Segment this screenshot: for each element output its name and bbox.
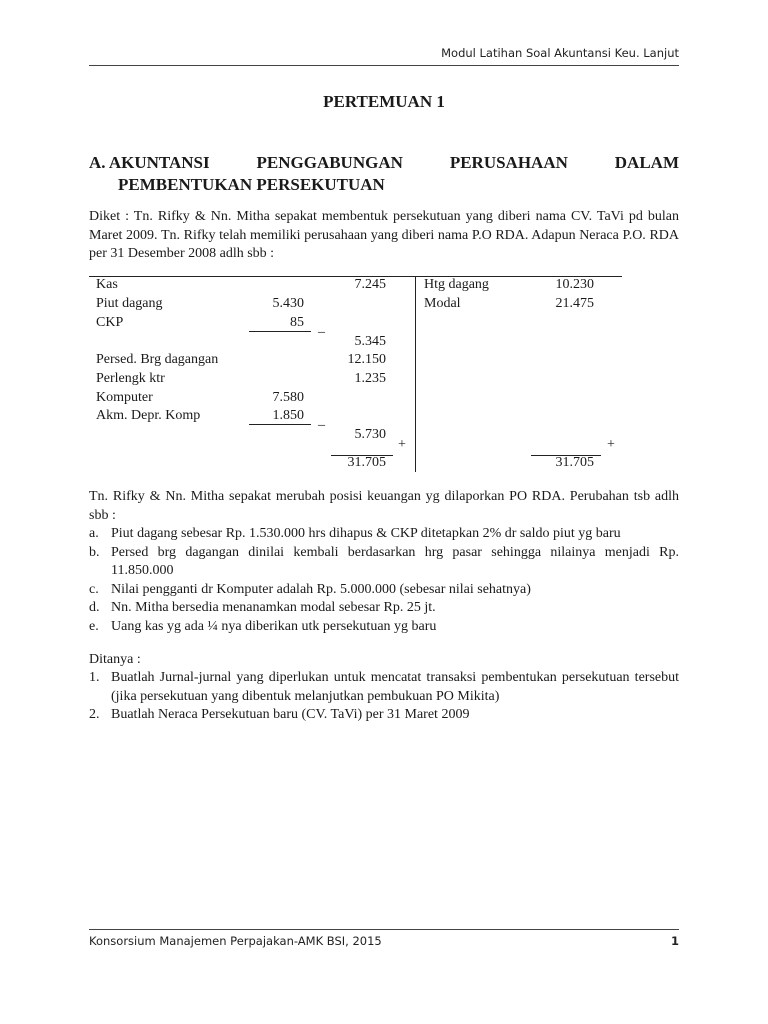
list-text: Nilai pengganti dr Komputer adalah Rp. 5.000.000 (sebesar nilai sehatnya) [111, 581, 531, 597]
header-rule [89, 65, 679, 66]
asset-subvalue: 5.430 [272, 296, 304, 311]
page-footer [89, 934, 679, 948]
list-marker: c. [89, 581, 99, 597]
asset-subvalue: 85 [290, 315, 304, 330]
list-text: Nn. Mitha bersedia menanamkan modal sebesar Rp. 25 jt. [111, 600, 436, 615]
asset-total: 5.345 [354, 334, 386, 349]
asset-label: CKP [96, 315, 124, 330]
list-text: Persed brg dagangan dinilai kembali berdasarkan hrg pasar sehingga nilainya menjadi Rp. 11.850.000 [111, 544, 679, 578]
list-marker: b. [89, 544, 100, 560]
plus-sign: + [398, 437, 406, 452]
plus-sign: + [607, 437, 615, 452]
footer-rule [89, 929, 679, 930]
section-word: PENGGABUNGAN [256, 153, 403, 172]
list-text: Buatlah Jurnal-jurnal yang diperlukan untuk mencatat transaksi pembentukan persekutuan tersebut (jika persekutuan yang dibentuk melanjutkan pembukuan PO Mikita) [111, 670, 679, 704]
asset-total: 1.235 [354, 371, 386, 386]
liability-value: 10.230 [555, 277, 594, 292]
list-item [89, 525, 679, 544]
liability-label: Modal [424, 296, 461, 311]
subtotal-rule [249, 424, 311, 425]
list-item [89, 618, 679, 637]
liability-label: Htg dagang [424, 277, 489, 292]
questions-list [89, 669, 679, 725]
list-marker: d. [89, 600, 100, 615]
left-grand-total: 31.705 [347, 455, 386, 470]
footer-text: Konsorsium Manajemen Perpajakan-AMK BSI, 2015 [89, 934, 382, 948]
liability-value: 21.475 [555, 296, 594, 311]
minus-sign: _ [318, 413, 325, 428]
list-marker: 1. [89, 670, 100, 685]
asset-label: Kas [96, 277, 118, 292]
asset-label: Perlengk ktr [96, 371, 165, 386]
list-marker: e. [89, 618, 99, 634]
list-item [89, 669, 679, 706]
right-grand-total: 31.705 [555, 455, 594, 470]
changes-list [89, 525, 679, 636]
question-label: Ditanya : [89, 652, 141, 667]
changes-intro: Tn. Rifky & Nn. Mitha sepakat merubah posisi keuangan yg dilaporkan PO RDA. Perubahan tsb adlh sbb : [89, 489, 679, 523]
running-header: Modul Latihan Soal Akuntansi Keu. Lanjut [441, 46, 679, 60]
section-word: PERUSAHAAN [449, 153, 568, 172]
page-number: 1 [670, 934, 679, 948]
asset-subvalue: 7.580 [272, 390, 304, 405]
list-text: Buatlah Neraca Persekutuan baru (CV. TaVi) per 31 Maret 2009 [111, 707, 470, 722]
section-word: DALAM [614, 153, 679, 172]
asset-subvalue: 1.850 [272, 408, 304, 423]
minus-sign: _ [318, 320, 325, 335]
list-marker: 2. [89, 707, 100, 722]
asset-label: Akm. Depr. Komp [96, 408, 201, 423]
intro-paragraph: Diket : Tn. Rifky & Nn. Mitha sepakat membentuk persekutuan yang diberi nama CV. TaVi pd bulan Maret 2009. Tn. Rifky telah memiliki perusahaan yang diberi nama P.O RDA. Adapun Neraca P.O. RDA per 31 Desember 2008 adlh sbb : [89, 209, 679, 261]
list-item [89, 581, 679, 600]
page-title: PERTEMUAN 1 [323, 92, 445, 111]
subtotal-rule [249, 331, 311, 332]
asset-total: 5.730 [354, 427, 386, 442]
asset-label: Persed. Brg dagangan [96, 352, 219, 367]
list-item [89, 599, 679, 618]
asset-label: Komputer [96, 390, 153, 405]
section-word: A. AKUNTANSI [89, 153, 210, 172]
list-item [89, 706, 679, 725]
asset-label: Piut dagang [96, 296, 163, 311]
list-item [89, 544, 679, 581]
list-text: Piut dagang sebesar Rp. 1.530.000 hrs dihapus & CKP ditetapkan 2% dr saldo piut yg baru [111, 526, 621, 541]
section-heading-line2: PEMBENTUKAN PERSEKUTUAN [118, 175, 385, 194]
asset-total: 7.245 [354, 277, 386, 292]
list-text: Uang kas yg ada ¼ nya diberikan utk persekutuan yg baru [111, 618, 437, 634]
list-marker: a. [89, 526, 99, 541]
section-heading [89, 152, 679, 196]
asset-total: 12.150 [347, 352, 386, 367]
balance-divider [415, 276, 416, 472]
